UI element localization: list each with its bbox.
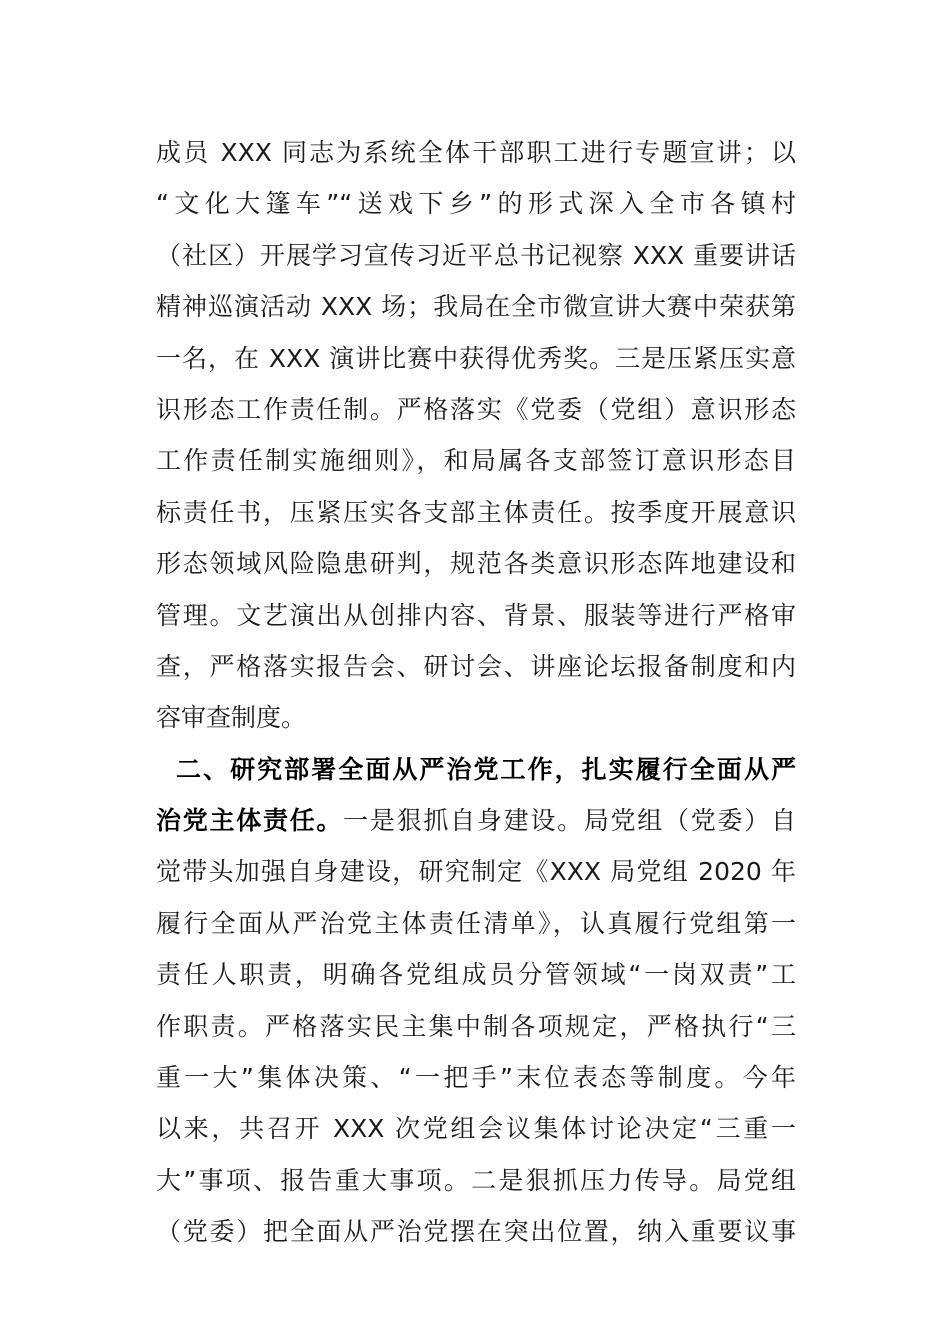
paragraph-line: 作职责。严格落实民主集中制各项规定，严格执行“三: [156, 1011, 796, 1041]
paragraph-line: 工作责任制实施细则》，和局属各支部签订意识形态目: [156, 446, 796, 476]
paragraph-line: 标责任书，压紧压实各支部主体责任。按季度开展意识: [156, 497, 796, 527]
paragraph-line: “文化大篷车”“送戏下乡”的形式深入全市各镇村: [156, 189, 796, 219]
paragraph-line: 精神巡演活动 XXX 场；我局在全市微宣讲大赛中荣获第: [156, 292, 796, 322]
document-body: [156, 127, 796, 1258]
paragraph-line: 觉带头加强自身建设，研究制定《XXX 局党组 2020 年: [156, 857, 796, 887]
paragraph-line: 履行全面从严治党主体责任清单》，认真履行党组第一: [156, 908, 796, 938]
paragraph-text: 一是狠抓自身建设。局党组（党委）自: [343, 806, 796, 836]
paragraph-line: [156, 795, 796, 846]
paragraph-line: 管理。文艺演出从创排内容、背景、服装等进行严格审: [156, 600, 796, 630]
paragraph-line: 一名，在 XXX 演讲比赛中获得优秀奖。三是压紧压实意: [156, 343, 796, 373]
paragraph-line: 形态领域风险隐患研判，规范各类意识形态阵地建设和: [156, 549, 796, 579]
paragraph-line: 大”事项、报告重大事项。二是狠抓压力传导。局党组: [156, 1165, 796, 1195]
paragraph-line: 识形态工作责任制。严格落实《党委（党组）意识形态: [156, 394, 796, 424]
paragraph-line: 查，严格落实报告会、研讨会、讲座论坛报备制度和内: [156, 651, 796, 681]
paragraph-line: 重一大”集体决策、“一把手”末位表态等制度。今年: [156, 1063, 796, 1093]
paragraph-line: （党委）把全面从严治党摆在突出位置，纳入重要议事: [156, 1217, 796, 1247]
paragraph-line: 成员 XXX 同志为系统全体干部职工进行专题宣讲；以: [156, 138, 796, 167]
paragraph-line: 责任人职责，明确各党组成员分管领域“一岗双责”工: [156, 960, 796, 990]
section-heading: 二、研究部署全面从严治党工作，扎实履行全面从严: [176, 754, 796, 784]
paragraph-line: 以来，共召开 XXX 次党组会议集体讨论决定“三重一: [156, 1114, 796, 1144]
paragraph-line: （社区）开展学习宣传习近平总书记视察 XXX 重要讲话: [156, 240, 796, 270]
section-heading-end: 治党主体责任。: [156, 806, 344, 836]
paragraph-line: 容审查制度。: [156, 703, 307, 733]
